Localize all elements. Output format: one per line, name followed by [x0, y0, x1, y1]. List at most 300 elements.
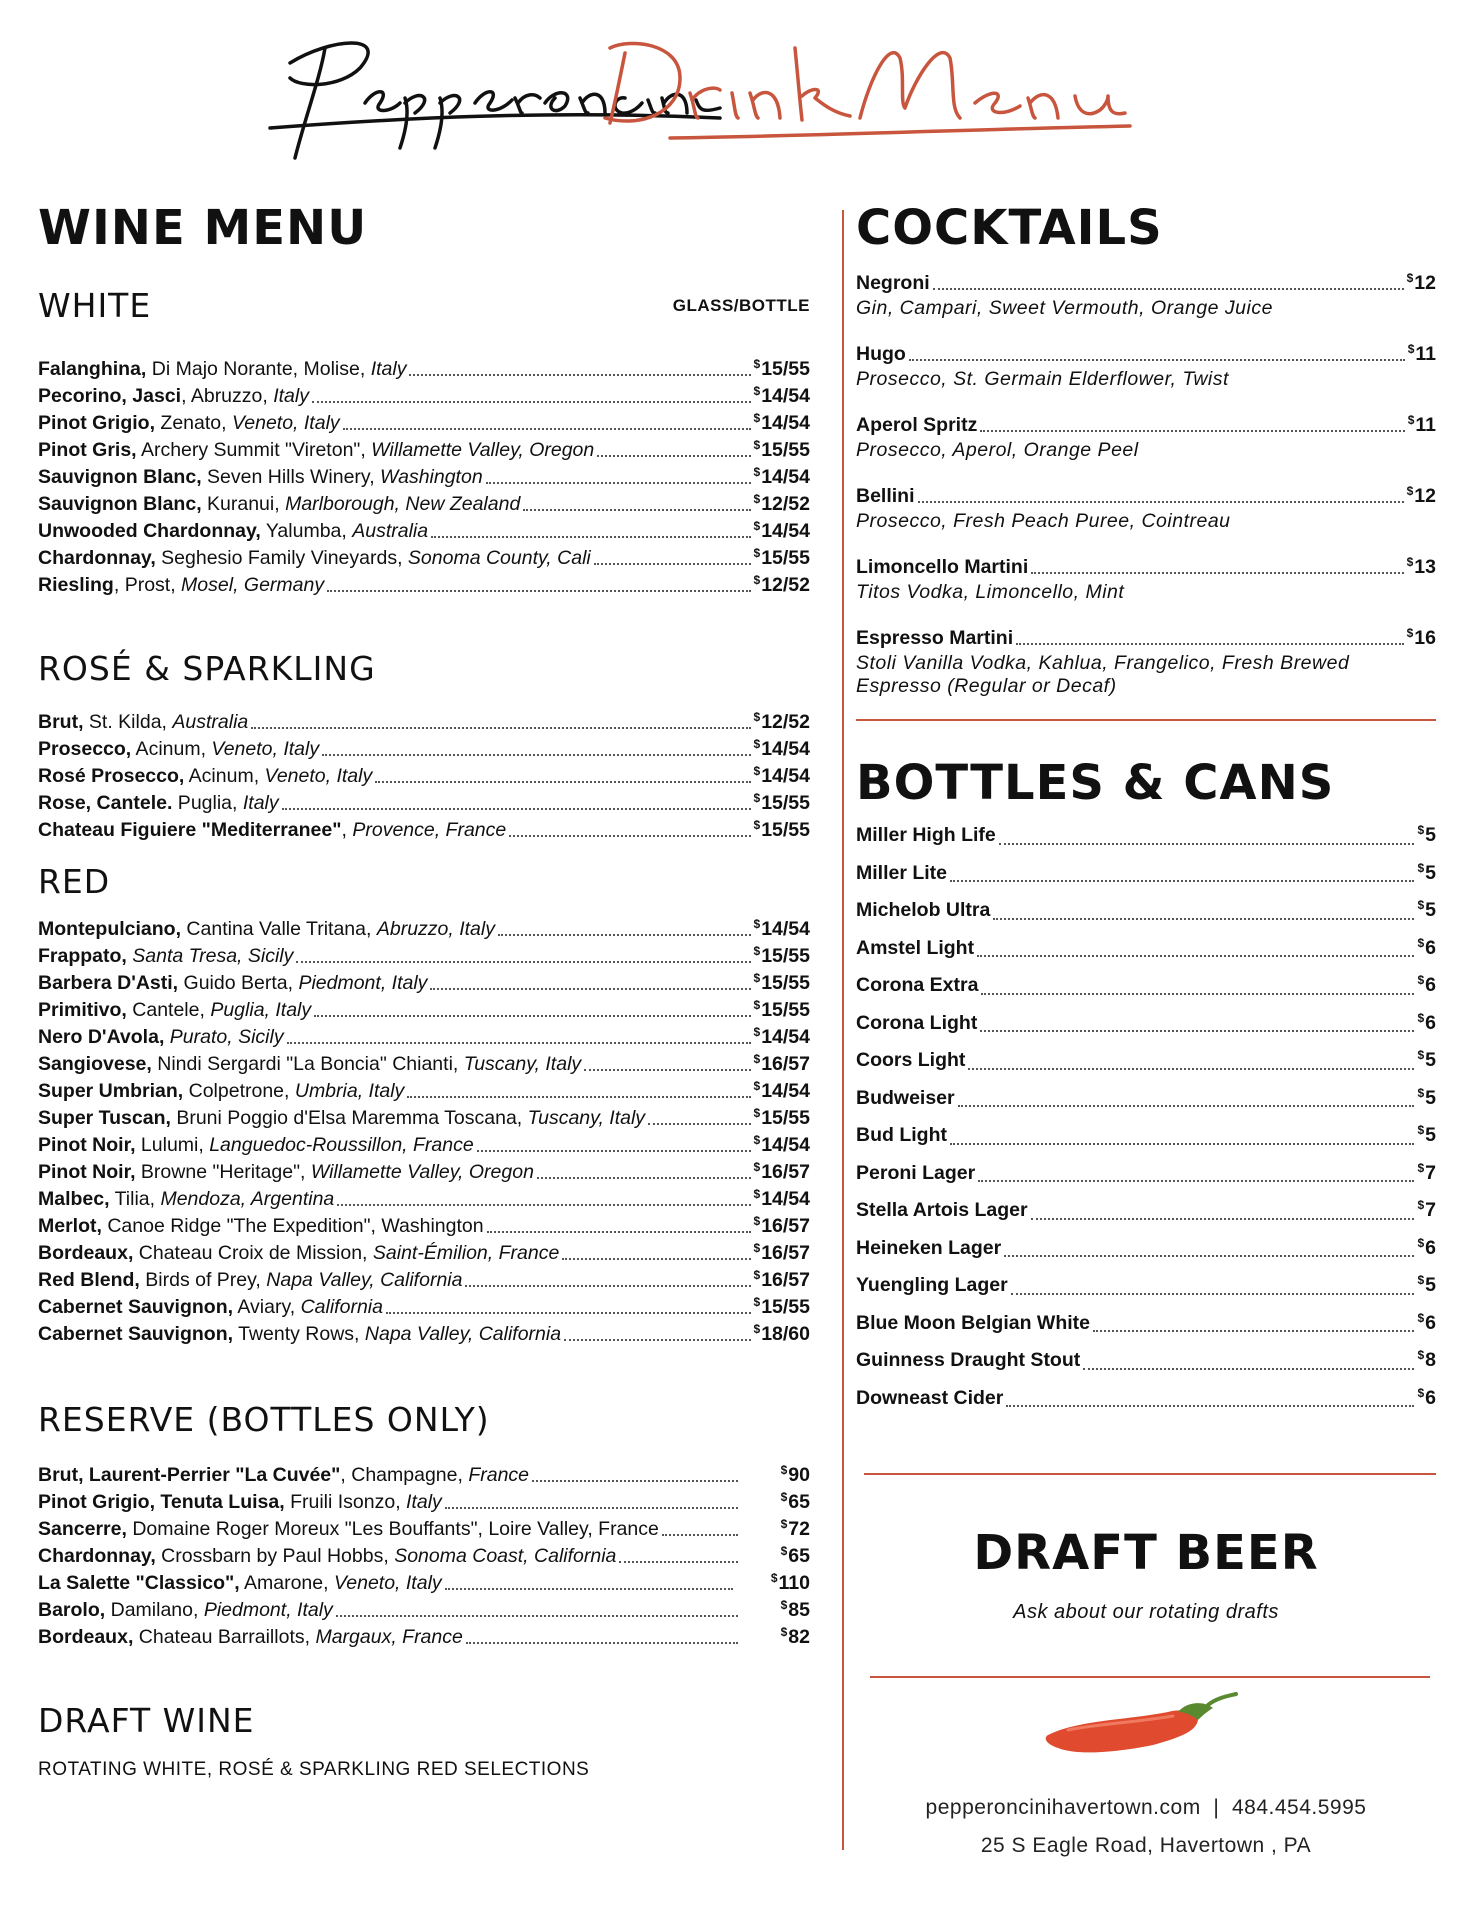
beer-name: Stella Artois Lager — [856, 1199, 1028, 1221]
cocktail-price — [1408, 336, 1436, 368]
wine-item — [38, 1132, 810, 1159]
wine-item-name — [38, 1321, 561, 1348]
wine-item — [38, 1624, 810, 1651]
price-value: 65 — [788, 1545, 810, 1567]
currency-symbol: $ — [1407, 413, 1415, 427]
wine-item-name — [38, 383, 309, 410]
price-value: 15/55 — [761, 358, 810, 380]
currency-symbol: $ — [1417, 860, 1425, 875]
currency-symbol: $ — [780, 1463, 788, 1477]
wine-region: Piedmont, Italy — [298, 972, 428, 994]
cocktail-row — [856, 625, 1436, 652]
price-value: 6 — [1425, 1011, 1436, 1034]
wine-producer: Super Umbrian, — [38, 1080, 184, 1102]
price-value: 16/57 — [761, 1053, 810, 1075]
wine-producer: Riesling — [38, 574, 114, 596]
section-divider — [864, 1473, 1436, 1475]
beer-name: Heineken Lager — [856, 1236, 1002, 1259]
cocktail-list — [856, 270, 1436, 698]
wine-detail: , Prost, — [113, 574, 182, 596]
currency-symbol: $ — [753, 1187, 761, 1201]
beer-price — [1417, 1337, 1436, 1380]
currency-symbol: $ — [1417, 1160, 1425, 1175]
beer-price — [1417, 1075, 1436, 1118]
wine-item-name — [38, 1624, 463, 1651]
wine-region: Willamette Valley, Oregon — [371, 439, 595, 461]
beer-price — [1417, 1000, 1436, 1043]
price-value: 85 — [788, 1599, 810, 1621]
beer-item — [856, 930, 1436, 968]
wine-detail: Twenty Rows, — [233, 1323, 365, 1345]
wine-item — [38, 383, 810, 410]
price-value: 15/55 — [761, 945, 810, 967]
wine-item — [38, 916, 810, 943]
price-value: 15/55 — [761, 1107, 810, 1129]
price-value: 14/54 — [761, 1188, 810, 1210]
wine-producer: Frappato, — [38, 945, 127, 967]
currency-symbol: $ — [1417, 1048, 1425, 1062]
currency-symbol: $ — [753, 710, 761, 724]
cocktail-ingredients: Prosecco, Aperol, Orange Peel — [856, 439, 1139, 461]
wine-producer: Barolo, — [38, 1599, 106, 1621]
beer-item — [856, 1080, 1436, 1118]
wine-region: Sonoma County, Cali — [407, 547, 591, 569]
wine-region: Napa Valley, California — [364, 1323, 562, 1345]
dot-leader — [322, 754, 750, 756]
cocktail-item — [856, 625, 1436, 698]
beer-item — [856, 1230, 1436, 1268]
currency-symbol: $ — [753, 573, 761, 587]
beer-price — [1417, 925, 1436, 968]
wine-item — [38, 545, 810, 572]
wine-item — [38, 410, 810, 437]
wine-detail: Damilano, — [105, 1599, 204, 1621]
dot-leader — [594, 563, 751, 565]
wine-item — [38, 970, 810, 997]
website-link[interactable]: pepperoncinihavertown.com — [925, 1796, 1201, 1819]
wine-producer: Primitivo, — [38, 999, 127, 1021]
price-value: 6 — [1425, 1236, 1436, 1259]
dot-leader — [296, 961, 750, 963]
currency-symbol: $ — [753, 818, 761, 832]
price-value: 90 — [788, 1464, 810, 1486]
dot-leader — [933, 288, 1404, 290]
wine-price — [754, 812, 811, 844]
currency-symbol: $ — [753, 1079, 761, 1093]
price-value: 15/55 — [761, 547, 810, 569]
wine-item — [38, 1462, 810, 1489]
wine-item-name — [38, 410, 340, 437]
cocktail-ingredients: Stoli Vanilla Vodka, Kahlua, Frangelico, Fresh Brewed — [856, 652, 1350, 674]
price-value: 12/52 — [761, 493, 810, 515]
price-value: 7 — [1425, 1199, 1436, 1221]
dot-leader — [981, 993, 1414, 995]
currency-symbol: $ — [753, 546, 761, 560]
cocktail-row — [856, 341, 1436, 368]
price-value: 6 — [1425, 1311, 1436, 1334]
currency-symbol: $ — [780, 1625, 788, 1639]
currency-symbol: $ — [753, 411, 761, 425]
wine-region: France — [468, 1464, 530, 1486]
currency-symbol: $ — [1417, 823, 1425, 837]
wine-item-name — [38, 356, 406, 383]
currency-symbol: $ — [753, 492, 761, 506]
wine-item — [38, 1213, 810, 1240]
dot-leader — [597, 455, 750, 457]
wine-item-name — [38, 491, 520, 518]
white-wine-list — [38, 356, 810, 599]
price-value: 16/57 — [761, 1242, 810, 1264]
currency-symbol: $ — [1406, 271, 1414, 285]
wine-producer: Chardonnay, — [38, 547, 156, 569]
wine-detail: Chateau Barraillots, — [133, 1626, 316, 1648]
currency-symbol: $ — [753, 519, 761, 533]
wine-item-name — [38, 1240, 559, 1267]
wine-producer: Super Tuscan, — [38, 1107, 171, 1129]
dot-leader — [386, 1312, 751, 1314]
beer-price — [1417, 1262, 1436, 1305]
beer-name: Miller High Life — [856, 824, 996, 846]
beer-item — [856, 1042, 1436, 1080]
wine-item-name — [38, 1105, 645, 1132]
price-value: 5 — [1425, 861, 1436, 884]
wine-producer: Sauvignon Blanc, — [38, 466, 202, 488]
wine-region: Purato, Sicily — [169, 1026, 284, 1048]
price-value: 5 — [1425, 1049, 1436, 1071]
wine-price — [776, 1619, 810, 1651]
dot-leader — [968, 1068, 1414, 1070]
wine-region: Australia — [352, 520, 429, 542]
wine-region: Veneto, Italy — [231, 412, 340, 434]
wine-item-name — [38, 1213, 484, 1240]
wine-menu-column — [38, 200, 810, 1781]
dot-leader — [648, 1123, 750, 1125]
price-value: 14/54 — [761, 412, 810, 434]
dot-leader — [584, 1069, 750, 1071]
currency-symbol: $ — [753, 1268, 761, 1282]
price-value: 14/54 — [761, 1026, 810, 1048]
currency-symbol: $ — [780, 1517, 788, 1531]
currency-symbol: $ — [1417, 1273, 1425, 1287]
price-value: 5 — [1425, 824, 1436, 846]
cocktail-name: Espresso Martini — [856, 627, 1014, 649]
draft-wine-text: ROTATING WHITE, ROSÉ & SPARKLING RED SELECTIONS — [38, 1759, 590, 1780]
wine-region: Napa Valley, California — [266, 1269, 463, 1291]
wine-region: Italy — [273, 385, 309, 407]
price-value: 5 — [1425, 899, 1436, 921]
price-value: 13 — [1414, 556, 1436, 578]
dot-leader — [498, 934, 751, 936]
cocktail-row — [856, 554, 1436, 581]
wine-producer: Barbera D'Asti, — [38, 972, 179, 994]
price-value: 16 — [1414, 627, 1436, 649]
wine-item — [38, 1543, 810, 1570]
wine-item-name — [38, 1024, 284, 1051]
wine-item — [38, 572, 810, 599]
wine-detail: Domaine Roger Moreux "Les Bouffants", Loire Valley, France — [126, 1518, 659, 1540]
wine-item-name — [38, 790, 279, 817]
price-value: 15/55 — [761, 819, 810, 841]
dot-leader — [375, 781, 750, 783]
wine-producer: Chateau Figuiere "Mediterranee" — [38, 819, 342, 841]
price-value: 6 — [1425, 974, 1436, 996]
cocktail-name: Limoncello Martini — [856, 556, 1029, 578]
wine-producer: Cabernet Sauvignon, — [38, 1296, 234, 1318]
cocktails-title: COCKTAILS — [856, 200, 1163, 256]
wine-item — [38, 1186, 810, 1213]
draft-wine-title: DRAFT WINE — [38, 1701, 255, 1740]
wine-producer: Sancerre, — [38, 1518, 127, 1540]
dot-leader — [999, 843, 1415, 845]
wine-detail: Crossbarn by Paul Hobbs, — [155, 1545, 395, 1567]
wine-region: Puglia, Italy — [210, 999, 312, 1021]
currency-symbol: $ — [1417, 1198, 1425, 1212]
wine-detail: Canoe Ridge "The Expedition", Washington — [101, 1215, 484, 1237]
wine-detail: Di Majo Norante, Molise, — [146, 358, 371, 380]
wine-region: Veneto, Italy — [333, 1572, 442, 1594]
beer-price — [1417, 887, 1436, 930]
beer-name: Downeast Cider — [856, 1386, 1004, 1409]
dot-leader — [466, 1642, 738, 1644]
wine-detail: Seghesio Family Vineyards, — [155, 547, 408, 569]
dot-leader — [445, 1588, 733, 1590]
dot-leader — [465, 1285, 750, 1287]
wine-producer: Rosé Prosecco, — [38, 765, 185, 787]
beer-price — [1417, 1150, 1436, 1193]
beer-name: Yuengling Lager — [856, 1274, 1008, 1296]
dot-leader — [977, 955, 1414, 957]
beer-name: Bud Light — [856, 1124, 947, 1146]
wine-region: Languedoc-Roussillon, France — [209, 1134, 474, 1156]
rose-section-title: ROSÉ & SPARKLING — [38, 649, 376, 688]
wine-item-name — [38, 1570, 442, 1597]
currency-symbol: $ — [780, 1544, 788, 1558]
wine-detail: Tilia, — [109, 1188, 161, 1210]
wine-item-name — [38, 1267, 462, 1294]
dot-leader — [980, 430, 1404, 432]
wine-item-name — [38, 518, 428, 545]
dot-leader — [251, 727, 750, 729]
wine-item — [38, 997, 810, 1024]
reserve-wine-list — [38, 1462, 810, 1651]
dot-leader — [486, 482, 751, 484]
currency-symbol: $ — [753, 384, 761, 398]
price-value: 5 — [1425, 1124, 1436, 1146]
red-section-title: RED — [38, 862, 111, 901]
dot-leader — [1083, 1368, 1414, 1370]
cocktail-price — [1407, 549, 1436, 581]
price-value: 15/55 — [761, 972, 810, 994]
currency-symbol: $ — [753, 971, 761, 985]
dot-leader — [1031, 572, 1403, 574]
price-value: 14/54 — [761, 466, 810, 488]
wine-producer: Unwooded Chardonnay, — [38, 520, 261, 542]
wine-region: Umbria, Italy — [294, 1080, 405, 1102]
dot-leader — [336, 1615, 738, 1617]
wine-item — [38, 817, 810, 844]
wine-producer: Chardonnay, — [38, 1545, 156, 1567]
wine-item — [38, 1294, 810, 1321]
dot-leader — [1031, 1218, 1415, 1220]
rose-sparkling-list — [38, 709, 810, 844]
wine-item — [38, 943, 810, 970]
wine-item — [38, 437, 810, 464]
wine-producer: Sangiovese, — [38, 1053, 152, 1075]
wine-item-name — [38, 736, 319, 763]
wine-item-name — [38, 1078, 404, 1105]
beer-price — [1417, 1225, 1436, 1268]
dot-leader — [337, 1204, 750, 1206]
wine-item-name — [38, 763, 372, 790]
cocktail-name: Negroni — [856, 272, 930, 294]
price-value: 6 — [1425, 1386, 1436, 1409]
wine-producer: Merlot, — [38, 1215, 102, 1237]
wine-detail: Acinum, — [131, 738, 212, 760]
currency-symbol: $ — [753, 357, 761, 371]
wine-item — [38, 1024, 810, 1051]
currency-symbol: $ — [753, 944, 761, 958]
wine-detail: Chateau Croix de Mission, — [133, 1242, 373, 1264]
price-value: 5 — [1425, 1274, 1436, 1296]
currency-symbol: $ — [770, 1571, 778, 1585]
wine-producer: Bordeaux, — [38, 1626, 134, 1648]
cocktail-price — [1407, 620, 1436, 652]
wine-region: Margaux, France — [315, 1626, 463, 1648]
currency-symbol: $ — [1406, 555, 1414, 569]
bottles-cans-title: BOTTLES & CANS — [856, 755, 1335, 811]
currency-symbol: $ — [1417, 935, 1425, 950]
wine-region: Mosel, Germany — [181, 574, 325, 596]
wine-item-name — [38, 1132, 474, 1159]
wine-region: Tuscany, Italy — [527, 1107, 646, 1129]
cocktail-item — [856, 483, 1436, 533]
wine-producer: Rose, Cantele. — [38, 792, 173, 814]
beer-price — [1417, 1187, 1436, 1230]
currency-symbol: $ — [753, 1133, 761, 1147]
wine-region: Italy — [370, 358, 407, 380]
currency-symbol: $ — [1417, 1010, 1425, 1025]
dot-leader — [487, 1231, 751, 1233]
contact-separator: | — [1213, 1796, 1220, 1819]
price-value: 82 — [788, 1626, 810, 1648]
price-value: 14/54 — [761, 765, 810, 787]
cocktail-item — [856, 554, 1436, 604]
draft-beer-subtitle: Ask about our rotating drafts — [1013, 1601, 1279, 1623]
wine-region: Veneto, Italy — [264, 765, 373, 787]
price-value: 16/57 — [761, 1269, 810, 1291]
wine-item — [38, 491, 810, 518]
wine-producer: Pecorino, Jasci — [38, 385, 182, 407]
wine-detail: Yalumba, — [260, 520, 353, 542]
wine-region: Veneto, Italy — [211, 738, 320, 760]
price-value: 12 — [1414, 485, 1436, 507]
beer-item — [856, 1267, 1436, 1305]
cocktail-ingredients: Prosecco, Fresh Peach Puree, Cointreau — [856, 510, 1231, 532]
phone-number[interactable]: 484.454.5995 — [1232, 1796, 1367, 1819]
wine-detail: , Abruzzo, — [181, 385, 274, 407]
currency-symbol: $ — [1417, 898, 1425, 912]
dot-leader — [1016, 643, 1403, 645]
wine-region: Abruzzo, Italy — [376, 918, 495, 940]
dot-leader — [327, 590, 750, 592]
price-value: 14/54 — [761, 1134, 810, 1156]
wine-producer: La Salette "Classico", — [38, 1572, 240, 1594]
dot-leader — [537, 1177, 751, 1179]
currency-symbol: $ — [753, 1160, 761, 1174]
price-value: 12 — [1414, 272, 1436, 294]
wine-region: Piedmont, Italy — [203, 1599, 333, 1621]
bottles-cans-list — [856, 817, 1436, 1417]
price-value: 14/54 — [761, 520, 810, 542]
currency-symbol: $ — [753, 1241, 761, 1255]
wine-item — [38, 1105, 810, 1132]
beer-price — [1417, 1300, 1436, 1343]
currency-symbol: $ — [753, 465, 761, 479]
price-value: 16/57 — [761, 1161, 810, 1183]
cocktail-ingredients: Espresso (Regular or Decaf) — [856, 675, 1117, 697]
wine-item — [38, 518, 810, 545]
wine-detail: Cantina Valle Tritana, — [181, 918, 377, 940]
currency-symbol: $ — [1417, 1348, 1425, 1362]
currency-symbol: $ — [1417, 1310, 1425, 1325]
beer-item — [856, 1342, 1436, 1380]
beer-name: Michelob Ultra — [856, 899, 991, 921]
wine-item — [38, 736, 810, 763]
wine-region: Australia — [172, 711, 249, 733]
wine-region: Washington — [380, 466, 483, 488]
dot-leader — [562, 1258, 750, 1260]
red-wine-list — [38, 916, 810, 1348]
wine-producer: Cabernet Sauvignon, — [38, 1323, 234, 1345]
beer-price — [1417, 850, 1436, 893]
section-divider — [856, 719, 1436, 721]
currency-symbol: $ — [753, 737, 761, 751]
wine-producer: Red Blend, — [38, 1269, 140, 1291]
currency-symbol: $ — [753, 917, 761, 931]
currency-symbol: $ — [753, 1025, 761, 1039]
dot-leader — [1011, 1293, 1415, 1295]
column-divider — [842, 210, 844, 1850]
cocktail-name: Hugo — [856, 343, 906, 365]
beer-name: Amstel Light — [856, 936, 975, 959]
menu-header — [0, 0, 1484, 175]
beer-item — [856, 1155, 1436, 1193]
wine-item — [38, 1051, 810, 1078]
dot-leader — [662, 1534, 738, 1536]
cocktail-ingredients: Prosecco, St. Germain Elderflower, Twist — [856, 368, 1229, 390]
dot-leader — [950, 880, 1414, 882]
currency-symbol: $ — [753, 438, 761, 452]
wine-item — [38, 1489, 810, 1516]
address: 25 S Eagle Road, Havertown , PA — [980, 1834, 1312, 1857]
dot-leader — [980, 1030, 1414, 1032]
section-divider — [870, 1676, 1430, 1678]
wine-detail: Puglia, — [172, 792, 243, 814]
wine-region: Santa Tresa, Sicily — [132, 945, 294, 967]
wine-detail: Acinum, — [184, 765, 265, 787]
currency-symbol: $ — [753, 998, 761, 1012]
price-value: 15/55 — [761, 792, 810, 814]
wine-detail: Bruni Poggio d'Elsa Maremma Toscana, — [170, 1107, 528, 1129]
dot-leader — [1006, 1405, 1414, 1407]
wine-detail: Fruili Isonzo, — [284, 1491, 407, 1513]
wine-region: Marlborough, New Zealand — [285, 493, 521, 515]
cocktail-item — [856, 341, 1436, 391]
cocktail-item — [856, 270, 1436, 320]
price-value: 110 — [778, 1572, 810, 1594]
wine-item — [38, 356, 810, 383]
wine-producer: Pinot Grigio, — [38, 412, 155, 434]
